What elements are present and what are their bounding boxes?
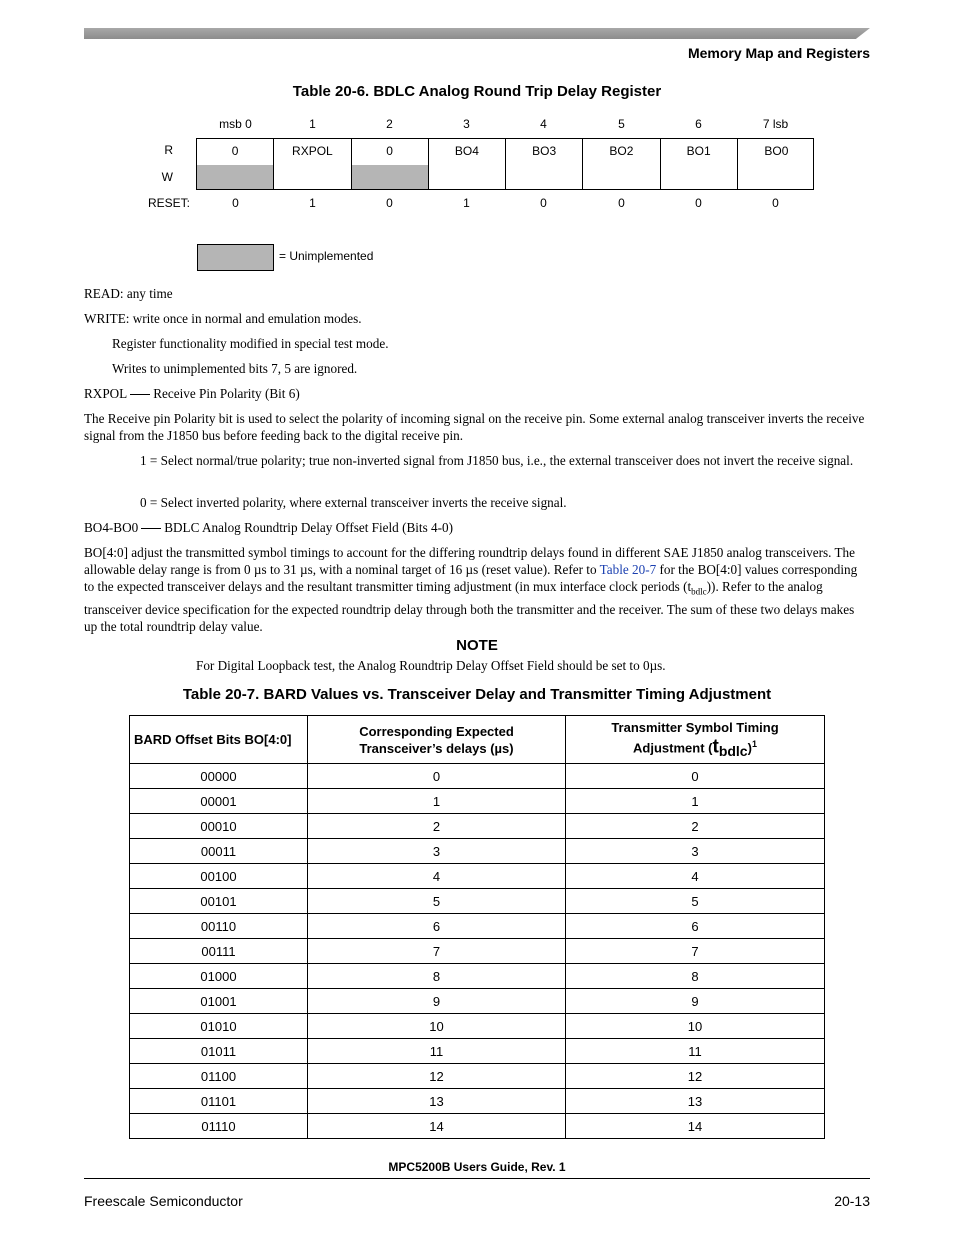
register-bit-cell: [738, 139, 815, 189]
column-header-transceiver-delay: [308, 716, 566, 764]
transceiver-delay-cell: 1: [308, 789, 566, 814]
write-access-text: WRITE: write once in normal and emulation modes.: [84, 311, 362, 326]
bard-offset-cell: 01011: [130, 1039, 308, 1064]
transceiver-delay-cell: 5: [308, 889, 566, 914]
table-row: [130, 989, 825, 1014]
em-dash-rule: [130, 394, 150, 395]
timing-adjustment-cell: 3: [566, 839, 825, 864]
timing-adjustment-cell: 5: [566, 889, 825, 914]
register-bit-cell: [506, 139, 583, 189]
unimplemented-bits-text: Writes to unimplemented bits 7, 5 are ignored.: [112, 361, 358, 376]
bard-offset-cell: 01010: [130, 1014, 308, 1039]
bard-offset-cell: 00000: [130, 764, 308, 789]
timing-adjustment-cell: 12: [566, 1064, 825, 1089]
bard-offset-cell: 00100: [130, 864, 308, 889]
footer-company: Freescale Semiconductor: [84, 1193, 243, 1209]
row-label-reset: RESET:: [147, 196, 190, 210]
header-line: Transmitter Symbol Timing: [611, 720, 779, 736]
bard-offset-cell: 01101: [130, 1089, 308, 1114]
em-dash-rule: [141, 528, 161, 529]
reset-value: 0: [232, 196, 239, 210]
footer-document-title: MPC5200B Users Guide, Rev. 1: [388, 1160, 566, 1174]
bit-field-label: 0: [386, 144, 393, 158]
rxpol-option-zero: 0 = Select inverted polarity, where external transceiver inverts the receive signal.: [140, 495, 567, 510]
bard-offset-cell: 00111: [130, 939, 308, 964]
register-bit-cell: [661, 139, 738, 189]
rxpol-field-heading: [84, 385, 870, 402]
bit-field-label: BO1: [686, 144, 711, 158]
tbdlc-subscript: bdlc: [691, 586, 707, 597]
transceiver-delay-cell: 10: [308, 1014, 566, 1039]
transceiver-delay-cell: 12: [308, 1064, 566, 1089]
table-row: [130, 1014, 825, 1039]
bard-offset-cell: 00010: [130, 814, 308, 839]
unimplemented-shade: [352, 165, 428, 189]
footnote-marker: 1: [751, 739, 757, 750]
header-title: Memory Map and Registers: [687, 45, 870, 61]
note-text: For Digital Loopback test, the Analog Roundtrip Delay Offset Field should be set to 0µs.: [196, 658, 666, 673]
transceiver-delay-cell: 7: [308, 939, 566, 964]
table-20-7-link[interactable]: Table 20-7: [599, 562, 657, 577]
table-row: [130, 1114, 825, 1139]
tbdlc-header-subscript: bdlc: [718, 742, 748, 759]
bit-field-label: BO3: [532, 144, 557, 158]
table-row: [130, 839, 825, 864]
bard-offset-cell: 01000: [130, 964, 308, 989]
transceiver-delay-cell: 6: [308, 914, 566, 939]
header-line: Corresponding Expected: [359, 723, 514, 739]
timing-adjustment-cell: 1: [566, 789, 825, 814]
register-grid: [196, 138, 814, 190]
bit-field-label: BO4: [454, 144, 479, 158]
timing-adjustment-cell: 6: [566, 914, 825, 939]
row-label-write: W: [161, 170, 173, 184]
transceiver-delay-cell: 0: [308, 764, 566, 789]
bard-offset-cell: 00011: [130, 839, 308, 864]
reset-value: 0: [618, 196, 625, 210]
bo-field-name: BO4-BO0: [84, 520, 139, 535]
timing-adjustment-cell: 14: [566, 1114, 825, 1139]
table-header-row: [130, 716, 825, 764]
rxpol-field-desc: Receive Pin Polarity (Bit 6): [153, 386, 300, 401]
bit-field-label: RXPOL: [292, 144, 333, 158]
transceiver-delay-cell: 13: [308, 1089, 566, 1114]
rxpol-option-one: 1 = Select normal/true polarity; true non-inverted signal from J1850 bus, i.e., the external transceiver does not invert the receive signal.: [140, 453, 854, 468]
bit-number: 7 lsb: [762, 117, 789, 131]
reset-value: 1: [463, 196, 470, 210]
timing-adjustment-cell: 8: [566, 964, 825, 989]
bit-number: 3: [463, 117, 470, 131]
bard-offset-cell: 00001: [130, 789, 308, 814]
transceiver-delay-cell: 11: [308, 1039, 566, 1064]
bo-paragraph-text: )). Refer to the analog transceiver device specification for the expected roundtrip delay through both the transmitter and the receiver. The sum of these two delays makes up the total roundtrip delay value.: [84, 579, 855, 634]
reset-value: 0: [386, 196, 393, 210]
read-access-text: READ: any time: [84, 286, 173, 301]
timing-adjustment-cell: 9: [566, 989, 825, 1014]
reset-value: 0: [772, 196, 779, 210]
timing-adjustment-cell: 2: [566, 814, 825, 839]
bo-field-desc: BDLC Analog Roundtrip Delay Offset Field (Bits 4-0): [164, 520, 453, 535]
transceiver-delay-cell: 8: [308, 964, 566, 989]
table-row: [130, 814, 825, 839]
header-line: Adjustment (: [633, 740, 713, 756]
reset-value: 0: [695, 196, 702, 210]
bit-number: 5: [618, 117, 625, 131]
timing-adjustment-cell: 4: [566, 864, 825, 889]
table-row: [130, 789, 825, 814]
tbdlc-symbol: t: [712, 736, 719, 758]
register-bit-cell: [197, 139, 274, 189]
table-row: [130, 914, 825, 939]
header-bar: [84, 28, 870, 39]
transceiver-delay-cell: 3: [308, 839, 566, 864]
transceiver-delay-cell: 4: [308, 864, 566, 889]
register-bit-cell: [352, 139, 429, 189]
bit-number: 1: [309, 117, 316, 131]
bo-paragraph-text: BO[4:0] adjust the transmitted symbol timings to account for the differing roundtrip delays found in different SAE J1850 analog transceivers. The allowable delay range is from 0 µs to 31 µs, with a nominal target of 16 µs (reset value). Refer to: [84, 545, 855, 577]
bard-offset-cell: 00110: [130, 914, 308, 939]
timing-adjustment-cell: 10: [566, 1014, 825, 1039]
table-row: [130, 764, 825, 789]
footer-page-number: 20-13: [834, 1193, 870, 1209]
transceiver-delay-cell: 9: [308, 989, 566, 1014]
reset-value: 0: [540, 196, 547, 210]
bard-values-table: [129, 715, 825, 1139]
rxpol-paragraph: The Receive pin Polarity bit is used to select the polarity of incoming signal on the receive pin. Some external analog transceiver inverts the receive signal from the J1850 bus before feeding back to the digital receive pin.: [84, 411, 865, 443]
table-row: [130, 1064, 825, 1089]
bard-table-body: [130, 764, 825, 1139]
bit-field-label: BO2: [609, 144, 634, 158]
table-row: [130, 939, 825, 964]
table-row: [130, 889, 825, 914]
timing-adjustment-cell: 7: [566, 939, 825, 964]
transceiver-delay-cell: 2: [308, 814, 566, 839]
table-row: [130, 964, 825, 989]
table-row: [130, 1039, 825, 1064]
bit-number: 6: [695, 117, 702, 131]
bo-paragraph-text: for the BO[4:0] values corresponding to the expected transceiver delays and the resultant transmitter timing adjustment (in mux interface clock periods (t: [84, 562, 858, 594]
bit-number: 4: [540, 117, 547, 131]
table-row: [130, 864, 825, 889]
bard-table-caption: Table 20-7. BARD Values vs. Transceiver Delay and Transmitter Timing Adjustment: [182, 686, 772, 703]
bard-offset-cell: 01100: [130, 1064, 308, 1089]
row-label-read: R: [164, 143, 173, 157]
timing-adjustment-cell: 11: [566, 1039, 825, 1064]
bo-paragraph: [84, 544, 870, 635]
bit-field-label: 0: [231, 144, 239, 158]
header-line: ): [747, 740, 752, 756]
header-line: Transceiver’s delays (µs): [359, 740, 514, 756]
register-bit-cell: [274, 139, 351, 189]
column-header-bard-offset: BARD Offset Bits BO[4:0]: [130, 716, 308, 764]
timing-adjustment-cell: 0: [566, 764, 825, 789]
register-bit-cell: [429, 139, 506, 189]
bit-field-label: BO0: [764, 144, 789, 158]
register-table-caption: Table 20-6. BDLC Analog Round Trip Delay Register: [292, 83, 662, 100]
bard-offset-cell: 01110: [130, 1114, 308, 1139]
reset-value: 1: [309, 196, 316, 210]
transceiver-delay-cell: 14: [308, 1114, 566, 1139]
rxpol-field-name: RXPOL: [84, 386, 128, 401]
bard-offset-cell: 01001: [130, 989, 308, 1014]
bard-offset-cell: 00101: [130, 889, 308, 914]
bit-number: 2: [386, 117, 393, 131]
bo-field-heading: [84, 519, 870, 536]
register-bit-cell: [583, 139, 660, 189]
footer-rule: [84, 1178, 870, 1179]
timing-adjustment-cell: 13: [566, 1089, 825, 1114]
bit-number: msb 0: [219, 117, 252, 131]
unimplemented-legend-text: = Unimplemented: [279, 249, 374, 263]
table-row: [130, 1089, 825, 1114]
unimplemented-legend-swatch: [197, 244, 274, 271]
note-heading: NOTE: [456, 637, 498, 654]
unimplemented-shade: [197, 165, 273, 189]
special-mode-text: Register functionality modified in special test mode.: [112, 336, 389, 351]
column-header-timing-adjustment: [566, 716, 825, 764]
